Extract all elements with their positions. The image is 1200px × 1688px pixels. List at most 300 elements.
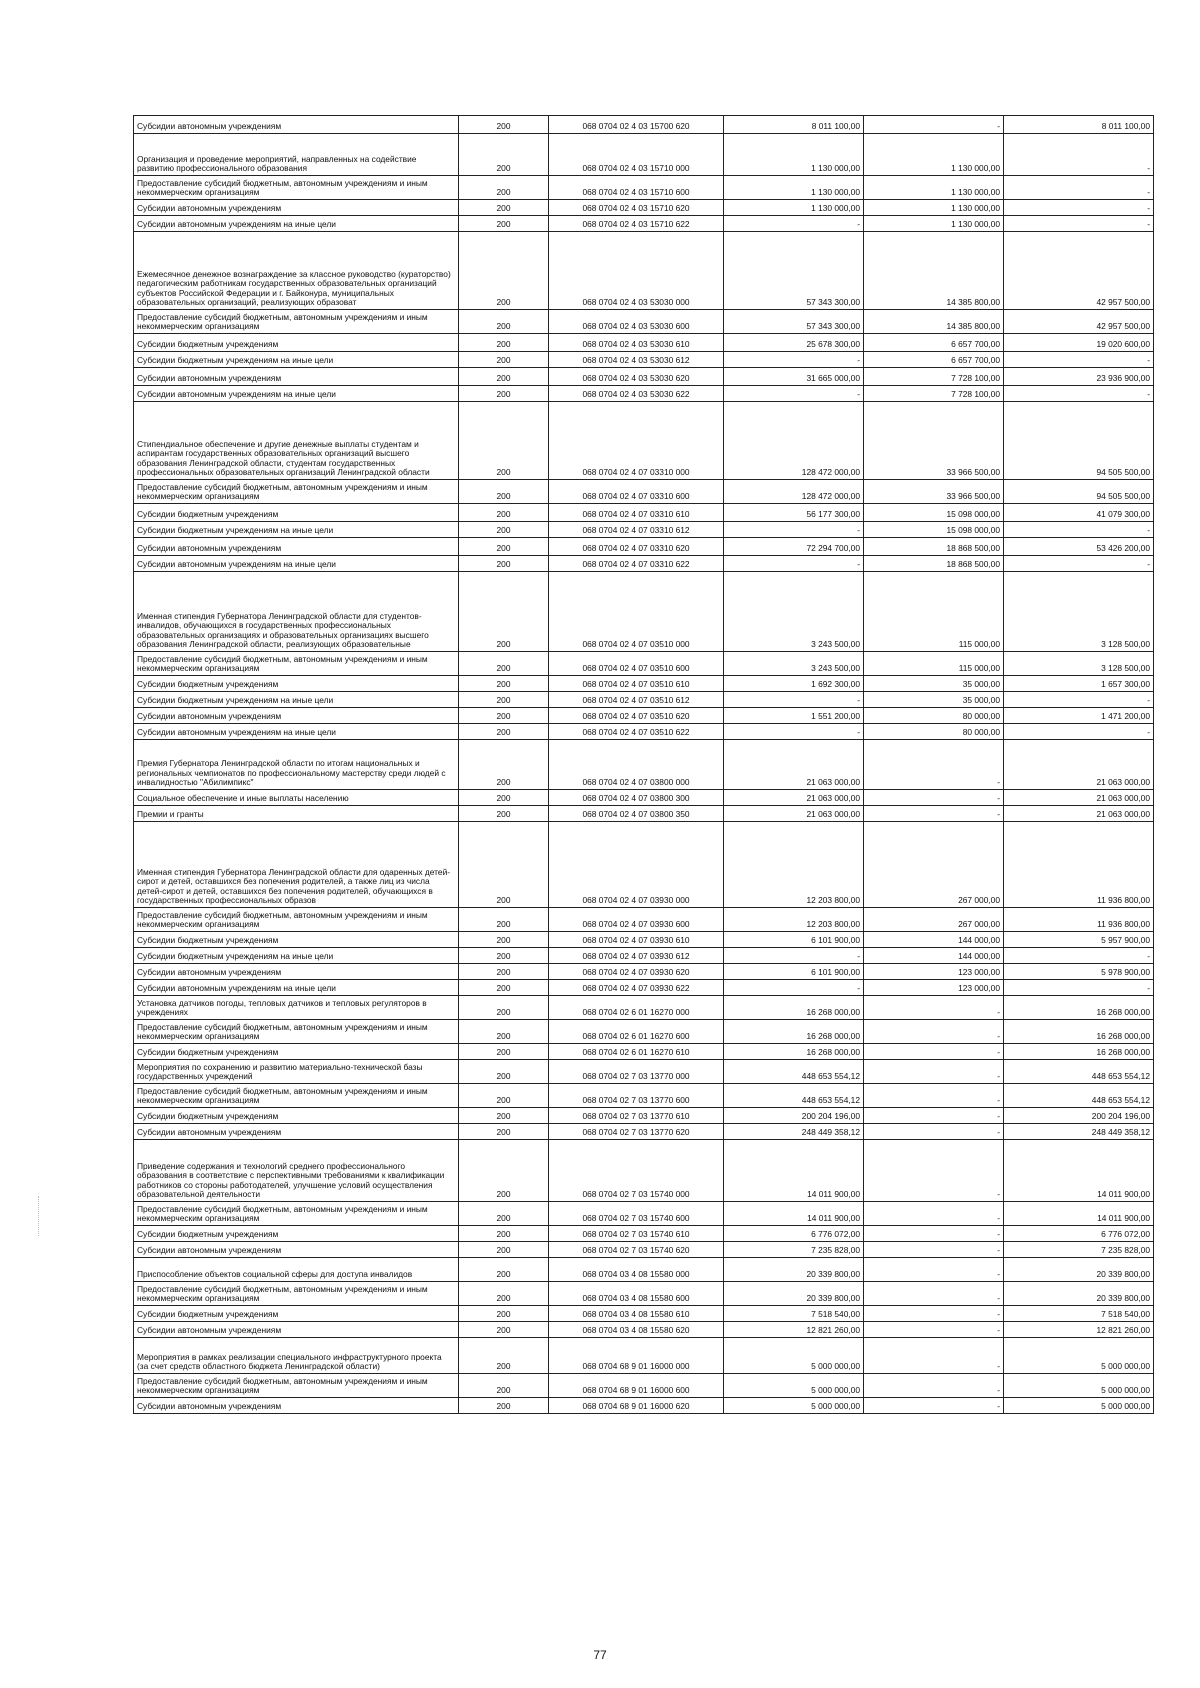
row-amount-regional-cell: 200 204 196,00: [1004, 1108, 1154, 1124]
table-row: [134, 1306, 1154, 1322]
row-classification-cell: 068 0704 02 4 03 53030 622: [549, 386, 724, 402]
row-amount-regional-cell: 5 000 000,00: [1004, 1374, 1154, 1398]
row-amount-total-cell: 1 130 000,00: [724, 176, 864, 200]
row-name-cell: Субсидии автономным учреждениям: [134, 964, 459, 980]
row-amount-regional-cell: 19 020 600,00: [1004, 334, 1154, 352]
table-row: [134, 1374, 1154, 1398]
row-amount-regional-cell: 23 936 900,00: [1004, 368, 1154, 386]
row-classification-cell: 068 0704 02 4 03 53030 620: [549, 368, 724, 386]
row-code-cell: 200: [459, 652, 549, 676]
row-code-cell: 200: [459, 402, 549, 480]
row-amount-federal-cell: 80 000,00: [864, 724, 1004, 740]
row-classification-cell: 068 0704 02 7 03 13770 610: [549, 1108, 724, 1124]
table-row: [134, 572, 1154, 652]
row-code-cell: 200: [459, 1306, 549, 1322]
row-amount-total-cell: 248 449 358,12: [724, 1124, 864, 1140]
row-name-cell: Субсидии автономным учреждениям: [134, 538, 459, 556]
row-amount-federal-cell: 1 130 000,00: [864, 200, 1004, 216]
table-row: [134, 504, 1154, 522]
row-classification-cell: 068 0704 02 4 07 03310 620: [549, 538, 724, 556]
row-amount-federal-cell: -: [864, 1338, 1004, 1374]
row-amount-regional-cell: 6 776 072,00: [1004, 1226, 1154, 1242]
table-row: [134, 538, 1154, 556]
table-row: [134, 1020, 1154, 1044]
row-code-cell: 200: [459, 176, 549, 200]
row-amount-federal-cell: 14 385 800,00: [864, 232, 1004, 310]
row-classification-cell: 068 0704 02 7 03 15740 610: [549, 1226, 724, 1242]
row-code-cell: 200: [459, 1282, 549, 1306]
row-amount-regional-cell: 7 518 540,00: [1004, 1306, 1154, 1322]
row-code-cell: 200: [459, 908, 549, 932]
table-row: [134, 964, 1154, 980]
row-amount-regional-cell: 448 653 554,12: [1004, 1060, 1154, 1084]
row-amount-total-cell: 1 130 000,00: [724, 200, 864, 216]
row-amount-regional-cell: 1 657 300,00: [1004, 676, 1154, 692]
row-amount-regional-cell: 94 505 500,00: [1004, 480, 1154, 504]
row-amount-regional-cell: -: [1004, 556, 1154, 572]
row-classification-cell: 068 0704 02 4 03 15710 600: [549, 176, 724, 200]
table-row: [134, 676, 1154, 692]
row-classification-cell: 068 0704 02 4 07 03510 610: [549, 676, 724, 692]
row-classification-cell: 068 0704 02 6 01 16270 610: [549, 1044, 724, 1060]
row-amount-total-cell: 57 343 300,00: [724, 232, 864, 310]
row-amount-total-cell: 200 204 196,00: [724, 1108, 864, 1124]
row-classification-cell: 068 0704 02 4 07 03800 350: [549, 806, 724, 822]
row-name-cell: Предоставление субсидий бюджетным, автономным учреждениям и иным некоммерческим организациям: [134, 908, 459, 932]
row-name-cell: Приведение содержания и технологий среднего профессионального образования в соответствие с перспективными требованиями к квалификации работников со стороны работодателей, улучшение условий осуществления образовательной деятельности: [134, 1140, 459, 1202]
row-code-cell: 200: [459, 1140, 549, 1202]
row-code-cell: 200: [459, 1242, 549, 1258]
row-amount-federal-cell: -: [864, 1140, 1004, 1202]
row-name-cell: Субсидии автономным учреждениям: [134, 116, 459, 134]
row-classification-cell: 068 0704 02 4 07 03310 600: [549, 480, 724, 504]
row-amount-total-cell: 8 011 100,00: [724, 116, 864, 134]
row-amount-regional-cell: 1 471 200,00: [1004, 708, 1154, 724]
row-amount-federal-cell: 1 130 000,00: [864, 134, 1004, 176]
row-amount-total-cell: 6 776 072,00: [724, 1226, 864, 1242]
row-amount-federal-cell: -: [864, 1020, 1004, 1044]
row-amount-regional-cell: 3 128 500,00: [1004, 652, 1154, 676]
row-amount-federal-cell: 267 000,00: [864, 822, 1004, 908]
row-code-cell: 200: [459, 1044, 549, 1060]
table-row: [134, 216, 1154, 232]
table-row: [134, 352, 1154, 368]
row-classification-cell: 068 0704 02 4 07 03800 000: [549, 740, 724, 790]
row-amount-federal-cell: -: [864, 1060, 1004, 1084]
row-name-cell: Субсидии бюджетным учреждениям: [134, 1108, 459, 1124]
row-amount-federal-cell: 144 000,00: [864, 948, 1004, 964]
row-amount-federal-cell: -: [864, 806, 1004, 822]
row-name-cell: Субсидии автономным учреждениям: [134, 1398, 459, 1414]
row-amount-regional-cell: 42 957 500,00: [1004, 232, 1154, 310]
scan-artifact: [38, 1196, 40, 1236]
row-name-cell: Субсидии бюджетным учреждениям: [134, 1044, 459, 1060]
row-amount-federal-cell: 115 000,00: [864, 652, 1004, 676]
table-row: [134, 1084, 1154, 1108]
row-amount-total-cell: 448 653 554,12: [724, 1060, 864, 1084]
row-amount-regional-cell: 21 063 000,00: [1004, 806, 1154, 822]
row-amount-federal-cell: 115 000,00: [864, 572, 1004, 652]
row-classification-cell: 068 0704 68 9 01 16000 600: [549, 1374, 724, 1398]
row-code-cell: 200: [459, 1374, 549, 1398]
row-name-cell: Именная стипендия Губернатора Ленинградской области для одаренных детей-сирот и детей, оставшихся без попечения родителей, а также лиц из числа детей-сирот и детей, оставшихся без попечения родителей, обучающихся в государственных профессиональных образов: [134, 822, 459, 908]
row-classification-cell: 068 0704 02 4 03 15710 000: [549, 134, 724, 176]
row-code-cell: 200: [459, 200, 549, 216]
row-amount-regional-cell: -: [1004, 522, 1154, 538]
row-amount-regional-cell: -: [1004, 134, 1154, 176]
row-amount-total-cell: 14 011 900,00: [724, 1140, 864, 1202]
row-amount-regional-cell: 5 978 900,00: [1004, 964, 1154, 980]
row-amount-federal-cell: 123 000,00: [864, 964, 1004, 980]
row-amount-federal-cell: 7 728 100,00: [864, 386, 1004, 402]
row-code-cell: 200: [459, 676, 549, 692]
row-amount-total-cell: 12 821 260,00: [724, 1322, 864, 1338]
row-amount-total-cell: 6 101 900,00: [724, 932, 864, 948]
table-row: [134, 1060, 1154, 1084]
row-amount-federal-cell: 123 000,00: [864, 980, 1004, 996]
row-amount-total-cell: 16 268 000,00: [724, 1020, 864, 1044]
table-row: [134, 790, 1154, 806]
row-name-cell: Премия Губернатора Ленинградской области по итогам национальных и региональных чемпионатов по профессиональному мастерству среди людей с инвалидностью "Абилимпикс": [134, 740, 459, 790]
row-amount-total-cell: -: [724, 980, 864, 996]
row-amount-total-cell: 3 243 500,00: [724, 652, 864, 676]
row-classification-cell: 068 0704 02 4 07 03310 000: [549, 402, 724, 480]
row-amount-regional-cell: 20 339 800,00: [1004, 1258, 1154, 1282]
row-code-cell: 200: [459, 1084, 549, 1108]
row-classification-cell: 068 0704 02 6 01 16270 000: [549, 996, 724, 1020]
row-classification-cell: 068 0704 02 7 03 13770 620: [549, 1124, 724, 1140]
row-name-cell: Предоставление субсидий бюджетным, автономным учреждениям и иным некоммерческим организациям: [134, 1084, 459, 1108]
budget-table-body: [134, 116, 1154, 1414]
table-row: [134, 708, 1154, 724]
row-code-cell: 200: [459, 504, 549, 522]
row-code-cell: 200: [459, 1060, 549, 1084]
budget-table: [133, 115, 1154, 1414]
row-classification-cell: 068 0704 02 7 03 13770 000: [549, 1060, 724, 1084]
row-amount-regional-cell: 11 936 800,00: [1004, 822, 1154, 908]
row-amount-federal-cell: -: [864, 740, 1004, 790]
row-amount-total-cell: 72 294 700,00: [724, 538, 864, 556]
row-amount-total-cell: 448 653 554,12: [724, 1084, 864, 1108]
row-amount-federal-cell: 33 966 500,00: [864, 402, 1004, 480]
row-amount-total-cell: 56 177 300,00: [724, 504, 864, 522]
row-amount-regional-cell: -: [1004, 352, 1154, 368]
table-row: [134, 1242, 1154, 1258]
row-classification-cell: 068 0704 02 4 07 03310 610: [549, 504, 724, 522]
row-amount-federal-cell: -: [864, 1398, 1004, 1414]
row-amount-regional-cell: 16 268 000,00: [1004, 1044, 1154, 1060]
row-amount-total-cell: 5 000 000,00: [724, 1338, 864, 1374]
row-amount-federal-cell: -: [864, 1226, 1004, 1242]
row-amount-federal-cell: 1 130 000,00: [864, 216, 1004, 232]
row-amount-regional-cell: 8 011 100,00: [1004, 116, 1154, 134]
row-amount-total-cell: 21 063 000,00: [724, 740, 864, 790]
row-name-cell: Субсидии автономным учреждениям на иные цели: [134, 724, 459, 740]
row-code-cell: 200: [459, 352, 549, 368]
row-code-cell: 200: [459, 964, 549, 980]
row-code-cell: 200: [459, 368, 549, 386]
row-amount-regional-cell: 5 957 900,00: [1004, 932, 1154, 948]
row-amount-total-cell: 20 339 800,00: [724, 1282, 864, 1306]
row-classification-cell: 068 0704 02 4 07 03800 300: [549, 790, 724, 806]
row-amount-federal-cell: -: [864, 790, 1004, 806]
row-amount-regional-cell: 7 235 828,00: [1004, 1242, 1154, 1258]
table-row: [134, 176, 1154, 200]
row-amount-federal-cell: 35 000,00: [864, 676, 1004, 692]
row-code-cell: 200: [459, 740, 549, 790]
row-amount-federal-cell: -: [864, 1258, 1004, 1282]
row-name-cell: Субсидии автономным учреждениям: [134, 1242, 459, 1258]
row-code-cell: 200: [459, 822, 549, 908]
row-amount-total-cell: -: [724, 692, 864, 708]
row-name-cell: Стипендиальное обеспечение и другие денежные выплаты студентам и аспирантам государственных образовательных организаций высшего образования Ленинградской области, студентам государственных профессиональных образовательных организаций Ленинградской области: [134, 402, 459, 480]
row-code-cell: 200: [459, 790, 549, 806]
row-code-cell: 200: [459, 806, 549, 822]
row-classification-cell: 068 0704 03 4 08 15580 000: [549, 1258, 724, 1282]
row-amount-total-cell: 7 518 540,00: [724, 1306, 864, 1322]
row-name-cell: Предоставление субсидий бюджетным, автономным учреждениям и иным некоммерческим организациям: [134, 1374, 459, 1398]
row-name-cell: Социальное обеспечение и иные выплаты населению: [134, 790, 459, 806]
table-row: [134, 740, 1154, 790]
table-row: [134, 1282, 1154, 1306]
row-classification-cell: 068 0704 02 4 03 15710 622: [549, 216, 724, 232]
row-amount-federal-cell: -: [864, 116, 1004, 134]
row-code-cell: 200: [459, 932, 549, 948]
row-code-cell: 200: [459, 1338, 549, 1374]
row-name-cell: Именная стипендия Губернатора Ленинградской области для студентов-инвалидов, обучающихся в государственных профессиональных образовательных организациях и образовательных организациях высшего образования Ленинградской области, реализующих образовательные: [134, 572, 459, 652]
row-amount-total-cell: 1 551 200,00: [724, 708, 864, 724]
row-name-cell: Предоставление субсидий бюджетным, автономным учреждениям и иным некоммерческим организациям: [134, 176, 459, 200]
row-code-cell: 200: [459, 386, 549, 402]
row-amount-total-cell: 6 101 900,00: [724, 964, 864, 980]
row-classification-cell: 068 0704 02 4 03 53030 610: [549, 334, 724, 352]
row-amount-federal-cell: 14 385 800,00: [864, 310, 1004, 334]
row-amount-federal-cell: 6 657 700,00: [864, 334, 1004, 352]
row-amount-total-cell: -: [724, 216, 864, 232]
row-code-cell: 200: [459, 1322, 549, 1338]
row-classification-cell: 068 0704 02 4 07 03930 622: [549, 980, 724, 996]
row-classification-cell: 068 0704 68 9 01 16000 620: [549, 1398, 724, 1414]
table-row: [134, 310, 1154, 334]
row-code-cell: 200: [459, 1226, 549, 1242]
row-amount-federal-cell: 1 130 000,00: [864, 176, 1004, 200]
row-classification-cell: 068 0704 68 9 01 16000 000: [549, 1338, 724, 1374]
row-name-cell: Предоставление субсидий бюджетным, автономным учреждениям и иным некоммерческим организациям: [134, 480, 459, 504]
row-amount-total-cell: 1 692 300,00: [724, 676, 864, 692]
table-row: [134, 556, 1154, 572]
row-name-cell: Субсидии бюджетным учреждениям на иные цели: [134, 692, 459, 708]
row-code-cell: 200: [459, 232, 549, 310]
row-amount-total-cell: 25 678 300,00: [724, 334, 864, 352]
row-amount-total-cell: -: [724, 386, 864, 402]
row-amount-regional-cell: 14 011 900,00: [1004, 1140, 1154, 1202]
row-amount-federal-cell: -: [864, 1322, 1004, 1338]
row-code-cell: 200: [459, 948, 549, 964]
row-classification-cell: 068 0704 02 4 07 03310 622: [549, 556, 724, 572]
row-classification-cell: 068 0704 02 4 03 53030 600: [549, 310, 724, 334]
table-row: [134, 822, 1154, 908]
row-amount-total-cell: 12 203 800,00: [724, 822, 864, 908]
row-classification-cell: 068 0704 02 4 07 03510 600: [549, 652, 724, 676]
row-code-cell: 200: [459, 692, 549, 708]
row-name-cell: Премии и гранты: [134, 806, 459, 822]
row-amount-regional-cell: -: [1004, 176, 1154, 200]
row-classification-cell: 068 0704 02 7 03 13770 600: [549, 1084, 724, 1108]
row-name-cell: Субсидии автономным учреждениям: [134, 708, 459, 724]
row-amount-regional-cell: -: [1004, 948, 1154, 964]
row-name-cell: Субсидии автономным учреждениям на иные цели: [134, 216, 459, 232]
row-amount-total-cell: 128 472 000,00: [724, 480, 864, 504]
row-classification-cell: 068 0704 02 4 07 03510 612: [549, 692, 724, 708]
row-code-cell: 200: [459, 522, 549, 538]
row-name-cell: Субсидии бюджетным учреждениям: [134, 676, 459, 692]
row-amount-total-cell: -: [724, 556, 864, 572]
row-name-cell: Предоставление субсидий бюджетным, автономным учреждениям и иным некоммерческим организациям: [134, 1202, 459, 1226]
row-name-cell: Установка датчиков погоды, тепловых датчиков и тепловых регуляторов в учреждениях: [134, 996, 459, 1020]
table-row: [134, 1124, 1154, 1140]
row-classification-cell: 068 0704 03 4 08 15580 600: [549, 1282, 724, 1306]
row-amount-regional-cell: -: [1004, 692, 1154, 708]
row-amount-total-cell: 1 130 000,00: [724, 134, 864, 176]
row-amount-total-cell: 21 063 000,00: [724, 806, 864, 822]
row-amount-regional-cell: 42 957 500,00: [1004, 310, 1154, 334]
row-code-cell: 200: [459, 538, 549, 556]
table-row: [134, 1140, 1154, 1202]
row-amount-regional-cell: 11 936 800,00: [1004, 908, 1154, 932]
table-row: [134, 692, 1154, 708]
table-row: [134, 480, 1154, 504]
row-amount-regional-cell: 16 268 000,00: [1004, 1020, 1154, 1044]
row-amount-federal-cell: 15 098 000,00: [864, 504, 1004, 522]
table-row: [134, 652, 1154, 676]
row-amount-total-cell: 14 011 900,00: [724, 1202, 864, 1226]
row-classification-cell: 068 0704 03 4 08 15580 620: [549, 1322, 724, 1338]
row-amount-total-cell: 5 000 000,00: [724, 1398, 864, 1414]
row-amount-federal-cell: -: [864, 1084, 1004, 1108]
row-name-cell: Субсидии бюджетным учреждениям: [134, 504, 459, 522]
row-amount-federal-cell: 18 868 500,00: [864, 556, 1004, 572]
table-row: [134, 368, 1154, 386]
row-amount-federal-cell: 6 657 700,00: [864, 352, 1004, 368]
row-amount-regional-cell: 3 128 500,00: [1004, 572, 1154, 652]
row-amount-federal-cell: -: [864, 996, 1004, 1020]
row-amount-regional-cell: -: [1004, 200, 1154, 216]
row-amount-total-cell: -: [724, 724, 864, 740]
table-row: [134, 522, 1154, 538]
row-amount-federal-cell: 35 000,00: [864, 692, 1004, 708]
row-amount-federal-cell: -: [864, 1374, 1004, 1398]
table-row: [134, 1202, 1154, 1226]
row-amount-regional-cell: 14 011 900,00: [1004, 1202, 1154, 1226]
row-name-cell: Субсидии автономным учреждениям: [134, 1322, 459, 1338]
row-amount-regional-cell: 41 079 300,00: [1004, 504, 1154, 522]
row-classification-cell: 068 0704 02 4 07 03510 622: [549, 724, 724, 740]
row-name-cell: Субсидии бюджетным учреждениям: [134, 334, 459, 352]
row-amount-total-cell: 12 203 800,00: [724, 908, 864, 932]
row-amount-regional-cell: 94 505 500,00: [1004, 402, 1154, 480]
row-classification-cell: 068 0704 02 7 03 15740 000: [549, 1140, 724, 1202]
row-amount-total-cell: 3 243 500,00: [724, 572, 864, 652]
table-row: [134, 1044, 1154, 1060]
row-amount-federal-cell: -: [864, 1044, 1004, 1060]
row-code-cell: 200: [459, 116, 549, 134]
row-name-cell: Предоставление субсидий бюджетным, автономным учреждениям и иным некоммерческим организациям: [134, 310, 459, 334]
row-name-cell: Субсидии автономным учреждениям: [134, 368, 459, 386]
table-row: [134, 200, 1154, 216]
row-code-cell: 200: [459, 1202, 549, 1226]
table-row: [134, 232, 1154, 310]
table-row: [134, 806, 1154, 822]
row-name-cell: Субсидии бюджетным учреждениям на иные цели: [134, 352, 459, 368]
row-code-cell: 200: [459, 1258, 549, 1282]
row-amount-regional-cell: -: [1004, 386, 1154, 402]
row-amount-regional-cell: -: [1004, 724, 1154, 740]
row-amount-total-cell: 7 235 828,00: [724, 1242, 864, 1258]
row-amount-federal-cell: -: [864, 1282, 1004, 1306]
row-amount-federal-cell: 18 868 500,00: [864, 538, 1004, 556]
table-row: [134, 1398, 1154, 1414]
row-code-cell: 200: [459, 724, 549, 740]
table-row: [134, 334, 1154, 352]
table-row: [134, 1322, 1154, 1338]
row-amount-regional-cell: -: [1004, 216, 1154, 232]
row-amount-regional-cell: -: [1004, 980, 1154, 996]
row-classification-cell: 068 0704 02 4 03 15710 620: [549, 200, 724, 216]
row-code-cell: 200: [459, 1020, 549, 1044]
table-row: [134, 980, 1154, 996]
table-row: [134, 386, 1154, 402]
row-amount-regional-cell: 5 000 000,00: [1004, 1398, 1154, 1414]
row-name-cell: Субсидии бюджетным учреждениям на иные цели: [134, 522, 459, 538]
row-amount-regional-cell: 248 449 358,12: [1004, 1124, 1154, 1140]
row-code-cell: 200: [459, 1398, 549, 1414]
row-amount-total-cell: -: [724, 352, 864, 368]
row-classification-cell: 068 0704 02 4 07 03930 000: [549, 822, 724, 908]
row-name-cell: Предоставление субсидий бюджетным, автономным учреждениям и иным некоммерческим организациям: [134, 1282, 459, 1306]
table-row: [134, 948, 1154, 964]
row-name-cell: Субсидии автономным учреждениям: [134, 200, 459, 216]
row-amount-total-cell: 16 268 000,00: [724, 996, 864, 1020]
row-amount-regional-cell: 12 821 260,00: [1004, 1322, 1154, 1338]
row-name-cell: Приспособление объектов социальной сферы для доступа инвалидов: [134, 1258, 459, 1282]
row-amount-total-cell: -: [724, 522, 864, 538]
row-classification-cell: 068 0704 02 4 07 03930 610: [549, 932, 724, 948]
row-code-cell: 200: [459, 216, 549, 232]
table-row: [134, 1258, 1154, 1282]
row-amount-federal-cell: 267 000,00: [864, 908, 1004, 932]
row-amount-total-cell: 128 472 000,00: [724, 402, 864, 480]
row-classification-cell: 068 0704 02 4 07 03510 620: [549, 708, 724, 724]
row-name-cell: Субсидии бюджетным учреждениям на иные цели: [134, 948, 459, 964]
row-amount-total-cell: 16 268 000,00: [724, 1044, 864, 1060]
row-code-cell: 200: [459, 996, 549, 1020]
row-name-cell: Субсидии автономным учреждениям на иные цели: [134, 980, 459, 996]
row-name-cell: Субсидии автономным учреждениям на иные цели: [134, 386, 459, 402]
row-code-cell: 200: [459, 310, 549, 334]
row-classification-cell: 068 0704 02 4 03 53030 612: [549, 352, 724, 368]
row-name-cell: Субсидии автономным учреждениям: [134, 1124, 459, 1140]
table-row: [134, 724, 1154, 740]
row-amount-regional-cell: 5 000 000,00: [1004, 1338, 1154, 1374]
table-row: [134, 996, 1154, 1020]
row-amount-regional-cell: 21 063 000,00: [1004, 740, 1154, 790]
row-code-cell: 200: [459, 556, 549, 572]
row-amount-total-cell: 5 000 000,00: [724, 1374, 864, 1398]
page-number: 77: [593, 1648, 607, 1662]
row-name-cell: Субсидии автономным учреждениям на иные цели: [134, 556, 459, 572]
table-row: [134, 908, 1154, 932]
row-amount-federal-cell: 15 098 000,00: [864, 522, 1004, 538]
